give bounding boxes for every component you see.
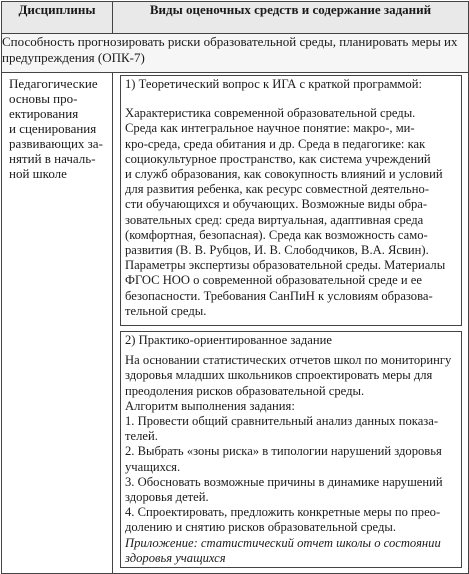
practice-line: здоровья младших школьников спроектировать меры для — [125, 368, 433, 383]
theory-line: и служб образования, как совокупность влияний и условий — [125, 167, 443, 182]
discipline-line: ектирования — [9, 106, 79, 121]
practice-line: долению и снятию рисков образовательной среды. — [125, 520, 396, 535]
discipline-line: нятий в началь- — [9, 151, 96, 166]
theory-line: Характеристика современной образовательной среды. — [125, 106, 416, 121]
theory-line: тельной среды. — [125, 303, 207, 318]
theory-line: развития (В. В. Рубцов, И. В. Слободчиков, В.А. Ясвин). — [125, 243, 429, 258]
practice-line: 1. Провести общий сравнительный анализ данных показа- — [125, 414, 439, 429]
theory-line: зовательных сред: среда виртуальная, адаптивная среда — [125, 212, 424, 227]
discipline-line: основы про- — [9, 91, 78, 106]
discipline-line: ной школе — [9, 166, 67, 181]
discipline-cell — [2, 73, 113, 574]
practice-task-block — [120, 331, 462, 568]
competence-row — [2, 34, 469, 73]
theory-line: сти обучающихся и обучающих. Возможные виды обра- — [125, 197, 428, 212]
theory-line: для развития ребенка, как ресурс совместной деятельно- — [125, 182, 430, 197]
appendix-line: здоровья учащихся — [125, 550, 226, 565]
practice-line: 2. Выбрать «зоны риска» в типологии нарушений здоровья — [125, 444, 442, 459]
content-row — [2, 73, 469, 574]
practice-line: На основании статистических отчетов школ по мониторингу — [125, 353, 452, 368]
content-cell — [113, 73, 469, 574]
theory-line: Параметры экспертизы образовательной среды. Материалы — [125, 258, 446, 273]
practice-line: телей. — [125, 429, 158, 444]
discipline-line: развивающих за- — [9, 136, 103, 151]
appendix-line: Приложение: статистический отчет школы о состоянии — [125, 535, 441, 550]
theory-line: безопасности. Требования СанПиН к условиям образова- — [125, 288, 433, 303]
competence-text: Способность прогнозировать риски образовательной среды, планировать меры их предупреждения (ОПК-7) — [2, 34, 469, 73]
table-header-row — [2, 2, 469, 34]
theory-line: ФГОС НОО о современной образовательной среде и ее — [125, 273, 422, 288]
assessment-table — [1, 1, 469, 574]
theory-question-block — [120, 75, 462, 326]
theory-line: социокультурное пространство, как система учреждений — [125, 151, 431, 166]
practice-line: здоровья детей. — [125, 490, 209, 505]
practice-line: Алгоритм выполнения задания: — [125, 398, 295, 413]
practice-task-title: 2) Практико-ориентированное задание — [125, 333, 332, 348]
theory-question-title: 1) Теоретический вопрос к ИГА с краткой программой: — [125, 77, 422, 91]
practice-line: учащихся. — [125, 459, 181, 474]
header-disciplines: Дисциплины — [2, 2, 113, 34]
header-assessment: Виды оценочных средств и содержание заданий — [113, 2, 469, 34]
theory-line: Среда как интегральное научное понятие: макро-, ми- — [125, 121, 415, 136]
discipline-line: Педагогические — [9, 76, 98, 91]
practice-line: 4. Спроектировать, предложить конкретные меры по прео- — [125, 505, 441, 520]
practice-line: преодоления рисков образовательной среды. — [125, 383, 365, 398]
theory-line: (комфортная, безопасная). Среда как возможность само- — [125, 227, 428, 242]
practice-line: 3. Обосновать возможные причины в динамике нарушений — [125, 474, 443, 489]
theory-line: кро-среда, среда обитания и др. Среда в педагогике: как — [125, 136, 426, 151]
discipline-line: и сценирования — [9, 121, 97, 136]
